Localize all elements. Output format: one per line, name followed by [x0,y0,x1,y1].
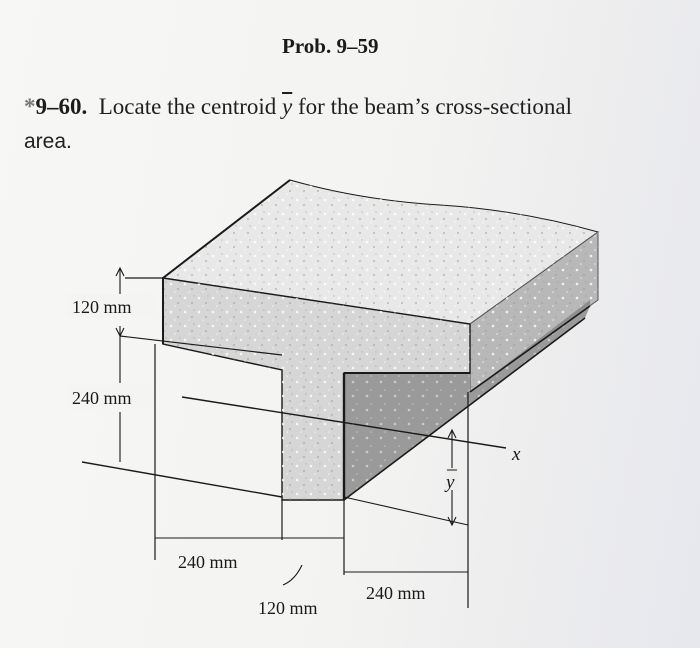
dim-label-web-width: 120 mm [258,598,318,618]
dim-label-left-overhang: 240 mm [178,552,238,572]
problem-text-line2: area. [24,130,72,153]
dim-label-flange-thickness: 120 mm [72,297,132,317]
centroid-variable: $\overline{y}$ [282,94,293,119]
axis-x-label: x [512,444,521,465]
centroid-y-label: y [446,472,455,493]
problem-number: 9–60. [35,94,88,119]
dim-label-right-overhang: 240 mm [366,583,426,603]
problem-text-before: Locate the centroid [98,94,283,119]
problem-text-after: for the beam’s cross-sectional [292,94,572,119]
dim-label-web-height: 240 mm [72,388,132,408]
previous-problem-label: Prob. 9–59 [282,34,379,58]
problem-star: * [24,94,36,119]
